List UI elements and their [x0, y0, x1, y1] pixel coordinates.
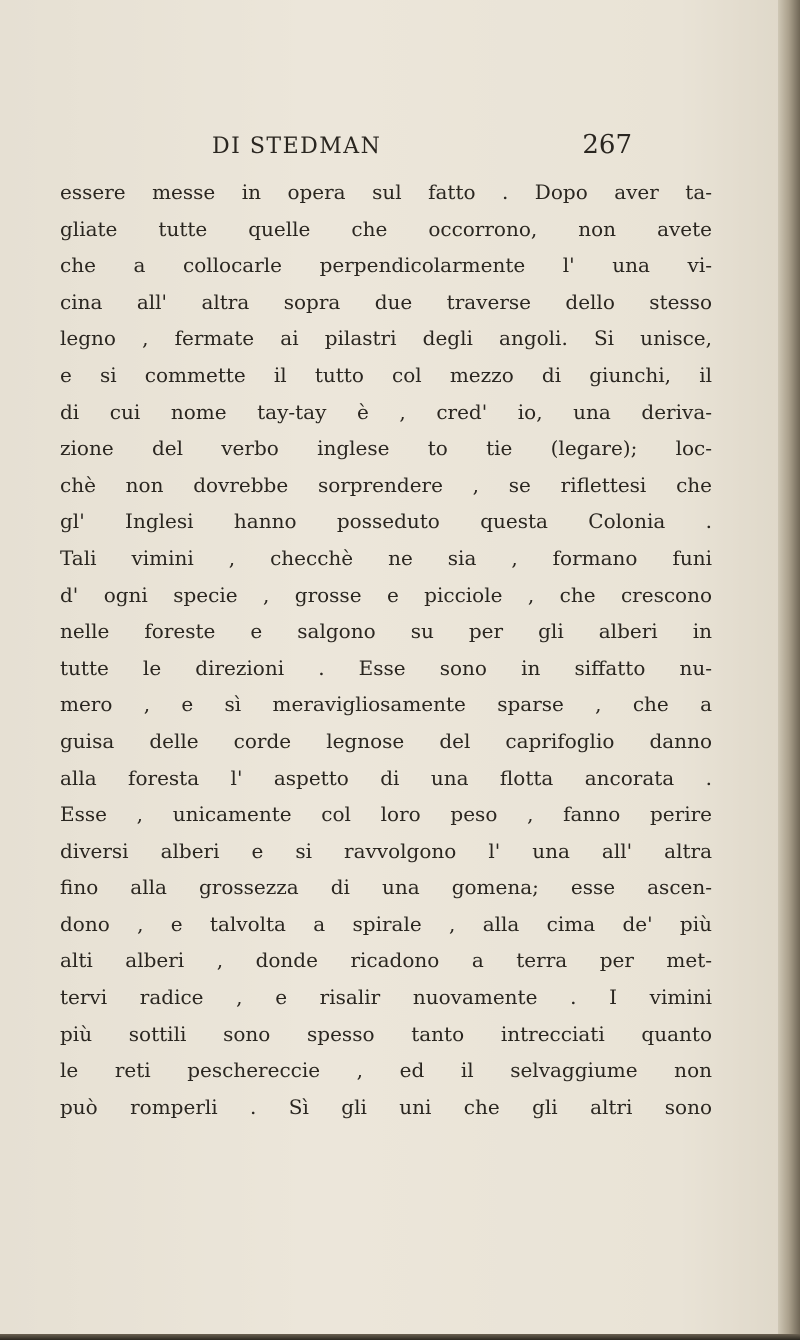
text-line: guisa delle corde legnose del caprifoglio danno [60, 728, 712, 753]
text-line: può romperli . Sì gli uni che gli altri sono [60, 1094, 712, 1119]
text-line: Esse , unicamente col loro peso , fanno perire [60, 802, 712, 827]
text-line: più sottili sono spesso tanto intrecciati quanto [60, 1021, 712, 1046]
page-header [212, 130, 632, 170]
text-line: nelle foreste e salgono su per gli alberi in [60, 619, 712, 644]
text-line: essere messe in opera sul fatto . Dopo aver ta- [60, 180, 712, 204]
text-line: le reti peschereccie , ed il selvaggiume non [60, 1058, 712, 1083]
page-bottom-edge [0, 1334, 800, 1340]
text-line: gl' Inglesi hanno posseduto questa Colonia . [60, 509, 712, 534]
page-edge-shadow [778, 0, 800, 1340]
text-line: legno , fermate ai pilastri degli angoli. Si unisce, [60, 326, 712, 351]
text-line: gliate tutte quelle che occorrono, non avete [60, 216, 712, 241]
running-head: DI STEDMAN [212, 134, 382, 159]
text-line: tervi radice , e risalir nuovamente . I vimini [60, 985, 712, 1010]
text-line: e si commette il tutto col mezzo di giunchi, il [60, 362, 712, 387]
text-line: cina all' altra sopra due traverse dello stesso [60, 289, 712, 314]
text-line: diversi alberi e si ravvolgono l' una all' altra [60, 838, 712, 863]
page-number: 267 [582, 130, 632, 160]
text-line: dono , e talvolta a spirale , alla cima de' più [60, 911, 712, 936]
text-line: alti alberi , donde ricadono a terra per met- [60, 948, 712, 973]
text-line: che a collocarle perpendicolarmente l' una vi- [60, 253, 712, 278]
text-line: fino alla grossezza di una gomena; esse ascen- [60, 875, 712, 900]
text-line: alla foresta l' aspetto di una flotta ancorata . [60, 765, 712, 790]
body-text [60, 174, 712, 1125]
text-line: zione del verbo inglese to tie (legare); loc- [60, 436, 712, 461]
text-line: chè non dovrebbe sorprendere , se riflettesi che [60, 472, 712, 497]
text-line: Tali vimini , checchè ne sia , formano funi [60, 545, 712, 570]
text-line: d' ogni specie , grosse e picciole , che crescono [60, 582, 712, 607]
text-line: tutte le direzioni . Esse sono in siffatto nu- [60, 655, 712, 680]
text-line: mero , e sì meravigliosamente sparse , che a [60, 692, 712, 717]
text-line: di cui nome tay-tay è , cred' io, una deriva- [60, 399, 712, 424]
